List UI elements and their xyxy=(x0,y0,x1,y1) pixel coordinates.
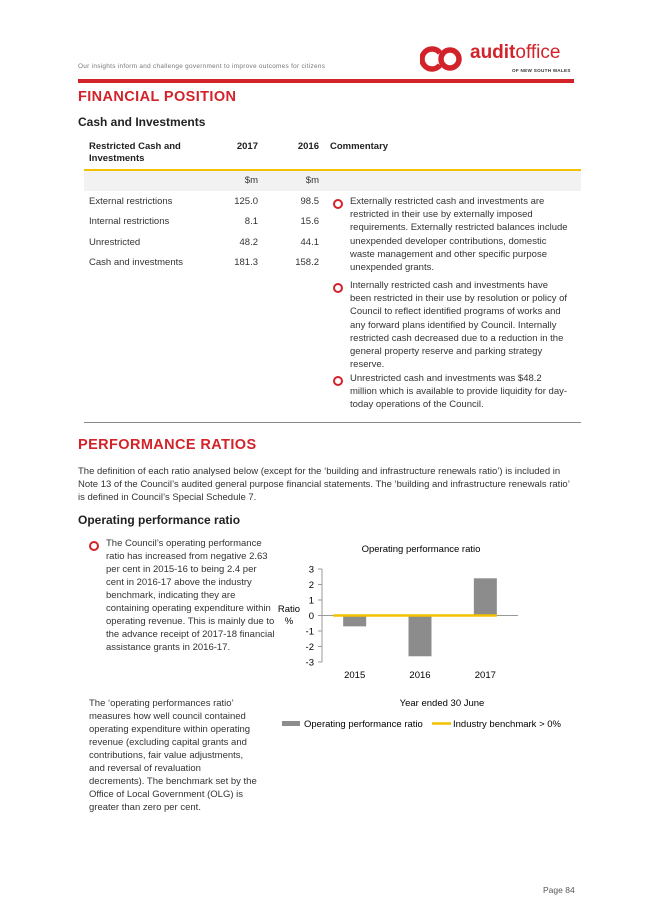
table-row-label: Internal restrictions xyxy=(89,216,170,227)
chart-bar xyxy=(474,578,497,615)
financial-position-heading: FINANCIAL POSITION xyxy=(78,89,237,105)
chart-xlabel: Year ended 30 June xyxy=(399,698,485,709)
table-cell-2017: 48.2 xyxy=(239,237,258,248)
table-row-label: Unrestricted xyxy=(89,237,141,248)
bullet-icon xyxy=(89,541,99,551)
table-cell-2016: 15.6 xyxy=(300,216,319,227)
chart-x-tick-label: 2016 xyxy=(409,670,431,681)
audit-office-logo xyxy=(420,44,580,78)
chart-ylabel-unit: % xyxy=(284,616,294,627)
chart-bar xyxy=(409,616,432,657)
unit-2017: $m xyxy=(244,175,258,186)
table-bottom-rule xyxy=(84,422,581,423)
chart-y-tick-label: -1 xyxy=(305,626,314,638)
table-row-label: Cash and investments xyxy=(89,257,183,268)
table-header-2017: 2017 xyxy=(236,141,258,152)
logo-mark-icon xyxy=(420,44,466,74)
commentary-item: Unrestricted cash and investments was $48.2 million which is available to provide liquidity for day-today operations of the Council. xyxy=(350,373,568,411)
chart-y-tick-label: 1 xyxy=(308,595,314,607)
table-header-commentary: Commentary xyxy=(330,141,389,152)
operating-ratio-paragraph: The ‘operating performances ratio’ measures how well council contained operating expenditure within operating revenue (excluding capital grants and contributions, fair value adjustments, and reversal of revaluation decrements). The benchmark set by the Office of Local Government (OLG) is greater than zero per cent. xyxy=(89,698,257,813)
chart-ylabel: Ratio xyxy=(277,604,301,615)
chart-y-tick-label: -2 xyxy=(305,642,314,653)
operating-ratio-bullet: The Council’s operating performance ratio has increased from negative 2.63 per cent in 2015-16 to being 2.4 per cent in 2016-17 above the industry benchmark, indicating they are containing operating expenditure within operating revenue. This is mainly due to the advance receipt of 2017-18 financial assistance grants in 2016-17. xyxy=(106,538,275,653)
table-cell-2017: 8.1 xyxy=(244,216,258,227)
header-divider xyxy=(78,79,574,83)
chart-bar xyxy=(343,616,366,627)
table-row-label: External restrictions xyxy=(89,196,173,207)
legend-swatch-bar xyxy=(282,721,300,726)
chart-y-tick-label: -3 xyxy=(305,657,314,669)
table-unit-row xyxy=(84,171,581,191)
table-cell-2017: 181.3 xyxy=(234,257,258,268)
performance-ratios-intro: The definition of each ratio analysed below (except for the ‘building and infrastructure renewals ratio’) is included in Note 13 of the Council’s audited general purpose financial statements. The ‘building and infrastructure renewals ratio’ is defined in Council’s Special Schedule 7. xyxy=(78,466,570,503)
chart-x-tick-label: 2017 xyxy=(474,670,496,681)
table-header-2016: 2016 xyxy=(297,141,319,152)
cash-investments-heading: Cash and Investments xyxy=(78,115,206,129)
chart-y-tick-label: 3 xyxy=(308,564,314,576)
operating-performance-chart xyxy=(270,535,580,740)
table-cell-2016: 98.5 xyxy=(300,196,319,207)
page-number: Page 84 xyxy=(543,885,575,895)
header-tagline: Our insights inform and challenge government to improve outcomes for citizens xyxy=(78,63,326,70)
chart-title: Operating performance ratio xyxy=(361,544,481,555)
logo-wordmark: auditoffice xyxy=(470,42,561,63)
chart-x-tick-label: 2015 xyxy=(344,670,366,681)
commentary-item: Externally restricted cash and investments are restricted in their use by externally imposed requirements. Externally restricted balances include unexpended developer contributions, domestic waste management and other specific purpose unexpended grants. xyxy=(350,196,568,274)
unit-2016: $m xyxy=(305,175,319,186)
bullet-icon xyxy=(333,199,343,209)
table-cell-2017: 125.0 xyxy=(234,196,258,207)
chart-y-tick-label: 0 xyxy=(308,611,314,622)
bullet-icon xyxy=(333,376,343,386)
performance-ratios-heading: PERFORMANCE RATIOS xyxy=(78,437,257,453)
table-cell-2016: 158.2 xyxy=(295,257,319,268)
legend-label: Industry benchmark > 0% xyxy=(453,719,561,730)
commentary-item: Internally restricted cash and investments have been restricted in their use by resolution or policy of Council to reflect identified programs of works and any forward plans identified by Council. Internally restricted cash decreased due to a reduction in the general property reserve and parking strategy reserve. xyxy=(350,280,568,371)
operating-ratio-heading: Operating performance ratio xyxy=(78,513,241,527)
legend-label: Operating performance ratio xyxy=(304,719,423,730)
table-header-category: Restricted Cash and Investments xyxy=(89,141,181,164)
bullet-icon xyxy=(333,283,343,293)
table-cell-2016: 44.1 xyxy=(300,237,319,248)
chart-y-tick-label: 2 xyxy=(308,580,314,591)
logo-subtitle: OF NEW SOUTH WALES xyxy=(512,68,571,73)
